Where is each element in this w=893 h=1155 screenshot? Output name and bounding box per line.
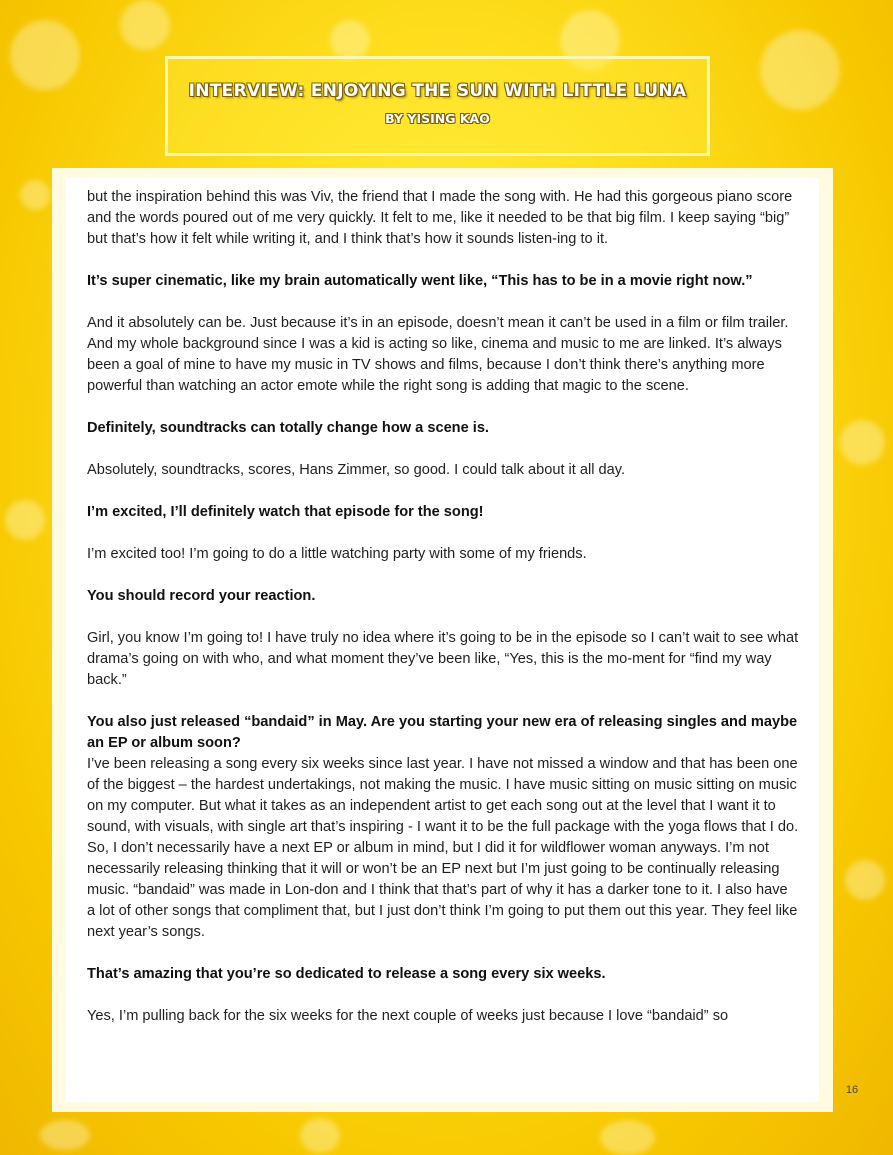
bokeh-light	[300, 1118, 340, 1153]
bokeh-light	[40, 1120, 90, 1150]
page-number: 16	[845, 1084, 859, 1096]
bokeh-light	[120, 0, 170, 50]
bokeh-light	[10, 20, 80, 90]
article-title: INTERVIEW: ENJOYING THE SUN WITH LITTLE LUNA	[188, 81, 687, 101]
bokeh-light	[5, 500, 45, 540]
answer-paragraph: Girl, you know I’m going to! I have truly no idea where it’s going to be in the episode so I can’t wait to see what drama’s going on with who, and what moment they’ve been like, “Yes, this is the mo-ment for “find my way back.”	[87, 630, 799, 688]
question-paragraph: Definitely, soundtracks can totally change how a scene is.	[87, 420, 489, 436]
answer-paragraph: I’ve been releasing a song every six weeks since last year. I have not missed a window and that has been one of the biggest – the hardest undertakings, not making the music. I have music sitting on music sitting on music on my computer. But what it takes as an independent artist to get each song out at the level that I want it to sound, with visuals, with single art that’s inspiring - I want it to be the full package with the yoga flows that I do. So, I don’t necessarily have a next EP or album in mind, but I did it for wildflower woman anyways. I’m not necessarily releasing thinking that it will or won’t be an EP next but I’m just going to be continually releasing music. “bandaid” was made in Lon-don and I think that that’s part of why it has a darker tone to it. I also have a lot of other songs that compliment that, but I just don’t think I’m going to put them out this year. They feel like next year’s songs.	[87, 756, 799, 940]
bokeh-light	[845, 860, 885, 900]
question-paragraph: I’m excited, I’ll definitely watch that episode for the song!	[87, 504, 484, 520]
answer-paragraph: Yes, I’m pulling back for the six weeks for the next couple of weeks just because I love “bandaid” so	[87, 1008, 729, 1024]
question-paragraph: That’s amazing that you’re so dedicated to release a song every six weeks.	[87, 966, 606, 982]
article-byline: BY YISING KAO	[385, 111, 490, 126]
bokeh-light	[760, 30, 840, 110]
question-paragraph: You also just released “bandaid” in May. Are you starting your new era of releasing singles and maybe an EP or album soon?	[87, 714, 798, 751]
bokeh-light	[330, 20, 370, 60]
answer-paragraph: And it absolutely can be. Just because it’s in an episode, doesn’t mean it can’t be used in a film or film trailer. And my whole background since I was a kid is acting so like, cinema and music to me are linked. It’s always been a goal of mine to have my music in TV shows and films, because I don’t think there’s anything more powerful than watching an actor emote while the right song is adding that magic to the scene.	[87, 315, 789, 394]
answer-paragraph: Absolutely, soundtracks, scores, Hans Zimmer, so good. I could talk about it all day.	[87, 462, 626, 478]
question-paragraph: You should record your reaction.	[87, 588, 316, 604]
question-paragraph: It’s super cinematic, like my brain automatically went like, “This has to be in a movie right now.”	[87, 273, 753, 289]
bokeh-light	[20, 180, 50, 210]
article-header-box	[165, 56, 710, 156]
answer-paragraph: but the inspiration behind this was Viv, the friend that I made the song with. He had this gorgeous piano score and the words poured out of me very quickly. It felt to me, like it needed to be that big film. I keep saying “big” but that’s how it felt while writing it, and I think that’s how it sounds listen-ing to it.	[87, 189, 793, 247]
bokeh-light	[840, 420, 885, 465]
answer-paragraph: I’m excited too! I’m going to do a little watching party with some of my friends.	[87, 546, 587, 562]
article-body	[66, 178, 819, 1102]
bokeh-light	[600, 1120, 655, 1155]
